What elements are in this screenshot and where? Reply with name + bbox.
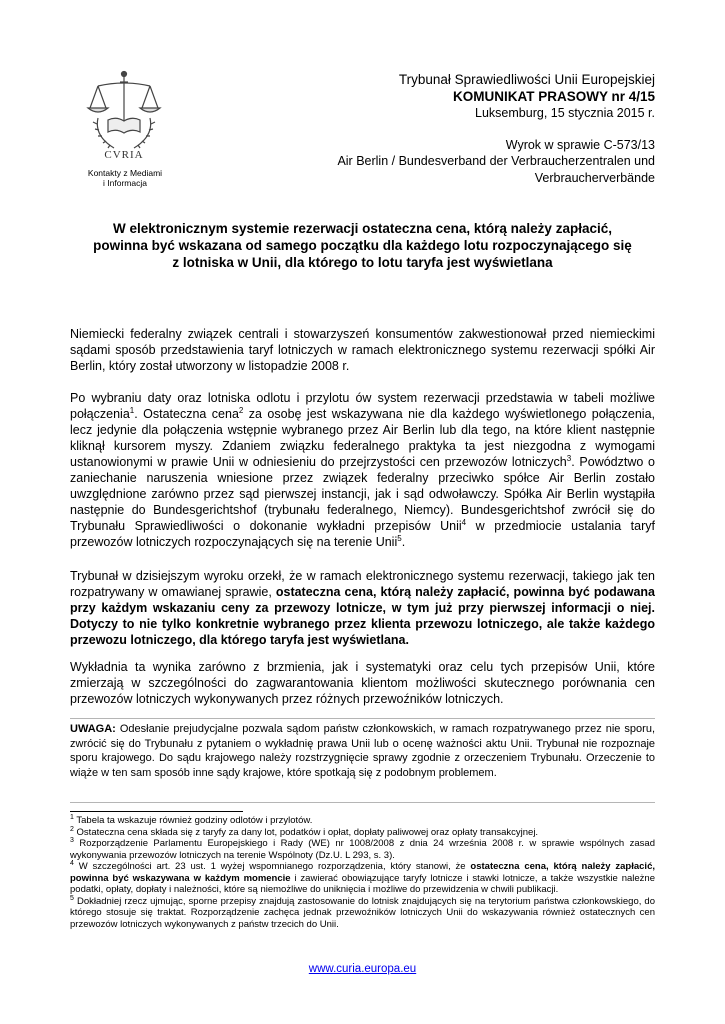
footnote-ref[interactable]: 4: [461, 517, 467, 527]
ruling-emphasis: ostateczna cena, którą należy zapłacić, powinna być podawana przy każdym wskazaniu ceny za przewozy lotnicze, w tym już przy pierwszej informacji o niej. Dotyczy to nie tylko konkretnie wybranego przez klienta przewozu lotniczego, ale także każdego przewozu lotniczego, dla którego taryfa jest wyświetlana.: [70, 585, 655, 647]
note-text: Odesłanie prejudycjalne pozwala sądom państw członkowskich, w ramach rozpatrywanego przez nie sporu, zwrócić się do Trybunału z pytaniem o wykładnię prawa Unii lub o ocenę ważności aktu Unii. Trybunał nie rozpoznaje sporu krajowego. Do sądu krajowego należy rozstrzygnięcie sprawy zgodnie z orzeczeniem Trybunału. Orzeczenie to wiąże w ten sam sposób inne sądy krajowe, które spotkają się z podobnym problemem.: [70, 723, 655, 779]
case-parties: Air Berlin / Bundesverband der Verbraucherzentralen und: [337, 154, 655, 168]
paragraph-2: Po wybraniu daty oraz lotniska odlotu i przylotu ów system rezerwacji przedstawia w tabeli możliwe połączenia$^1$. Ostateczna cena$^2$ za osobę jest wskazywana nie dla każdego wyświetlonego połączenia, lecz jedynie dla połączenia wstępnie wybranego przez Air Berlin lub dla tego, na które klient następnie kliknął kursorem myszy. Zdaniem związku federalnego praktyka ta jest niezgodna z wymogami ustanowionymi w prawie Unii w odniesieniu do przejrzystości cen przewozów lotniczych$^3$. Powództwo o zaniechanie naruszenia wniesione przez związek federalny przeciwko spółce Air Berlin zostało uwzględnione zarówno przez sąd pierwszej instancji, jak i sąd odwoławczy. Spółka Air Berlin wystąpiła następnie do Bundesgerichtshof (trybunału federalnego, Niemcy). Bundesgerichtshof zwrócił się do Trybunału Sprawiedliwości o dokonanie wykładni przepisów Unii$^4$ w przedmiocie ustalania taryf przewozów lotniczych rozpoczynających się na terenie Unii$^5$.: [70, 391, 655, 549]
case-parties: Verbraucherverbände: [534, 170, 655, 185]
press-release-number: KOMUNIKAT PRASOWY nr 4/15: [452, 88, 655, 104]
logo-text: CVRIA: [104, 149, 144, 160]
headline-line: W elektronicznym systemie rezerwacji ostateczna cena, którą należy zapłacić,: [113, 221, 612, 236]
footnote: $^3$ Rozporządzenie Parlamentu Europejskiego i Rady (WE) nr 1008/2008 z dnia 24 września 2008 r. w sprawie wspólnych zasad wykonywania przewozów lotniczych na terenie Wspólnoty (Dz.U. L 293, s. 3).: [70, 836, 655, 861]
footnotes: [70, 815, 655, 930]
release-date: Luksemburg, 15 stycznia 2015 r.: [475, 106, 655, 120]
footer: [0, 963, 725, 975]
press-release-header: [337, 72, 655, 186]
headline-line: powinna być wskazana od samego początku dla każdego lotu rozpoczynającego się: [93, 238, 632, 253]
footnote-ref[interactable]: 1: [129, 405, 135, 415]
footnote: $^5$ Dokładniej rzecz ujmując, sporne przepisy znajdują zastosowanie do lotnisk znajdujących się na terytorium państwa członkowskiego, do którego stosuje się traktat. Rozporządzenie zachęca jednak przewoźników lotniczych Unii do wskazywania również ostatecznych cen przewozów lotniczych wykonywanych z państw trzecich do Unii.: [70, 894, 655, 930]
court-name: Trybunał Sprawiedliwości Unii Europejskiej: [398, 72, 655, 87]
footnote: $^2$ Ostateczna cena składa się z taryfy za dany lot, podatków i opłat, dopłaty paliwowej oraz opłaty transakcyjnej.: [70, 825, 539, 838]
headline-line: z lotniska w Unii, dla którego to lotu taryfa jest wyświetlana: [172, 255, 553, 270]
contact-line: i Informacja: [103, 178, 147, 188]
contact-line: Kontakty z Mediami: [87, 168, 163, 178]
case-number: Wyrok w sprawie C-573/13: [505, 137, 655, 152]
paragraph-4: Wykładnia ta wynika zarówno z brzmienia, jak i systematyki oraz celu tych przepisów Unii, które zmierzają w szczególności do zagwarantowania klientom możliwości skutecznego porównania cen przewozów lotniczych wykonywanych przez różnych przewoźników lotniczych.: [70, 660, 655, 706]
curia-logo: [84, 68, 164, 160]
media-contact: [66, 168, 184, 188]
paragraph-3: Trybunał w dzisiejszym wyroku orzekł, że w ramach elektronicznego systemu rezerwacji, takiego jak ten rozpatrywany w omawianej sprawie, ostateczna cena, którą należy zapłacić, powinna być podawana przy każdym wskazaniu ceny za przewozy lotnicze, w tym już przy pierwszej informacji o niej. Dotyczy to nie tylko konkretnie wybranego przez klienta przewozu lotniczego, ale także każdego przewozu lotniczego, dla którego taryfa jest wyświetlana.: [70, 569, 655, 647]
curia-website-link[interactable]: www.curia.europa.eu: [308, 963, 417, 975]
footnote-ref[interactable]: 5: [397, 533, 402, 543]
footnote-ref[interactable]: 3: [566, 453, 572, 463]
note-box: [70, 722, 655, 780]
scales-of-justice-icon: [84, 68, 164, 160]
footnote: $^4$ W szczególności art. 23 ust. 1 wyżej wspomnianego rozporządzenia, który stanowi, że ostateczna cena, którą należy zapłacić, powinna być wskazywana w każdym momencie i zawierać obowiązujące taryfy lotnicze i stawki lotnicze, a także wszystkie należne podatki, opłaty, dopłaty i należności, które są niemożliwe do uniknięcia i możliwe do przewidzenia w chwili publikacji.: [70, 859, 655, 895]
paragraph-1: Niemiecki federalny związek centrali i stowarzyszeń konsumentów zakwestionował przed niemieckimi sądami sposób przedstawienia taryf lotniczych w ramach elektronicznego systemu rezerwacji spółki Air Berlin, który został utworzony w listopadzie 2008 r.: [70, 327, 655, 373]
headline: [60, 220, 665, 271]
divider: [70, 718, 655, 719]
divider: [70, 802, 655, 803]
footnote-separator: [70, 811, 243, 812]
footnote: $^1$ Tabela ta wskazuje również godziny odlotów i przylotów.: [70, 813, 313, 826]
footnote-ref[interactable]: 2: [238, 405, 244, 415]
note-label: UWAGA:: [70, 723, 116, 735]
